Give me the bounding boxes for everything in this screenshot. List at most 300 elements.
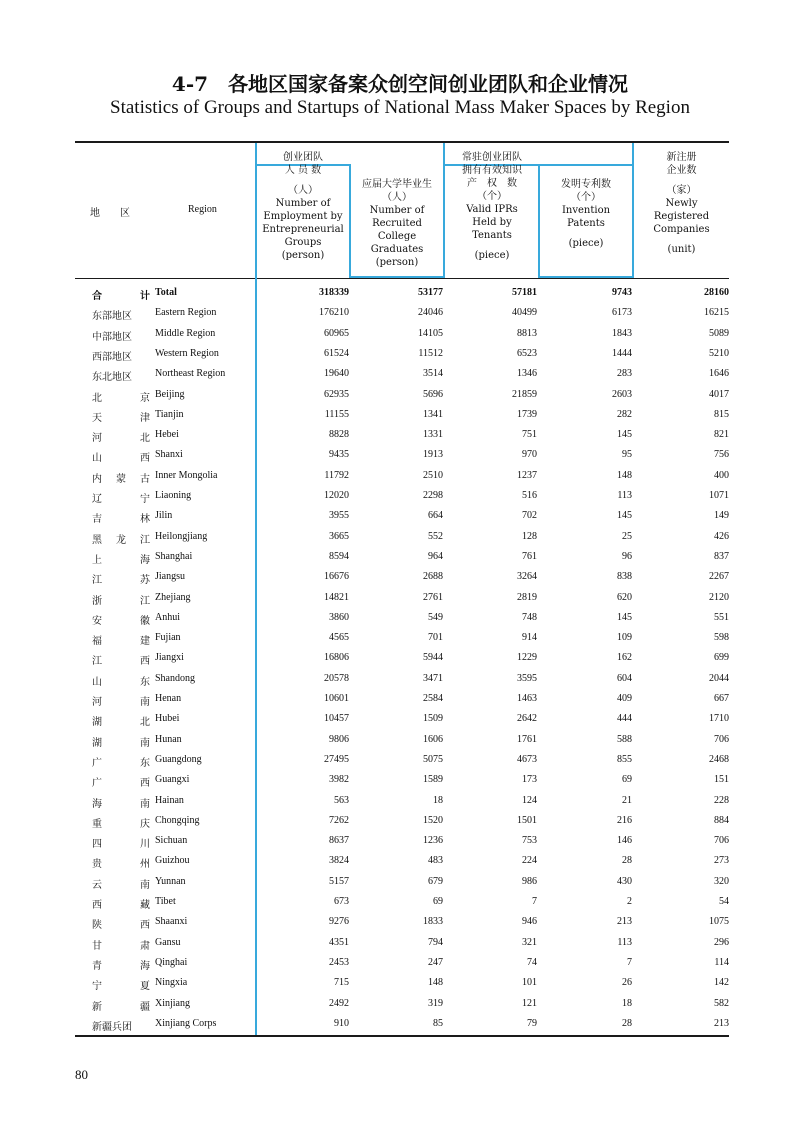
value-cell: 101 <box>522 977 537 989</box>
table-row <box>75 551 729 571</box>
value-cell: 213 <box>617 916 632 928</box>
value-cell: 5944 <box>423 652 443 664</box>
region-name-english: Jiangxi <box>155 652 184 664</box>
value-cell: 9743 <box>612 287 632 298</box>
region-name-english: Shanxi <box>155 449 183 461</box>
value-cell: 751 <box>522 429 537 441</box>
value-cell: 18 <box>433 794 443 806</box>
table-row <box>75 835 729 855</box>
value-cell: 11512 <box>418 347 443 359</box>
value-cell: 4565 <box>329 632 349 644</box>
header-line: Patents <box>567 218 605 229</box>
value-cell: 706 <box>714 835 729 847</box>
value-cell: 95 <box>622 449 632 461</box>
region-name-chinese: 山 东 <box>92 676 150 688</box>
value-cell: 148 <box>428 977 443 989</box>
header-line: 应届大学毕业生 <box>362 179 432 190</box>
value-cell: 4017 <box>709 388 729 400</box>
value-cell: 2492 <box>329 997 349 1009</box>
table-row <box>75 429 729 449</box>
region-name-chinese: 贵 州 <box>92 859 150 871</box>
region-name-chinese: 合 计 <box>92 291 150 302</box>
value-cell: 701 <box>428 632 443 644</box>
region-name-chinese: 内蒙古 <box>92 473 150 485</box>
value-cell: 2 <box>627 896 632 907</box>
region-name-english: Middle Region <box>155 327 216 339</box>
value-cell: 1761 <box>517 733 537 745</box>
value-cell: 1463 <box>517 693 537 704</box>
value-cell: 986 <box>522 875 537 887</box>
region-name-chinese: 宁 夏 <box>92 981 150 993</box>
value-cell: 142 <box>714 977 729 989</box>
region-name-english: Gansu <box>155 936 181 948</box>
table-row <box>75 774 729 794</box>
value-cell: 60965 <box>324 327 349 339</box>
table-row <box>75 916 729 936</box>
column-divider <box>538 276 634 278</box>
value-cell: 1739 <box>517 408 537 420</box>
value-cell: 3665 <box>329 530 349 542</box>
region-name-chinese: 天 津 <box>92 412 150 424</box>
page-title-chinese: 4-7 各地区国家备案众创空间创业团队和企业情况 <box>171 72 629 96</box>
value-cell: 57181 <box>512 287 537 298</box>
table-row <box>75 713 729 733</box>
header-patents <box>540 178 632 250</box>
region-name-english: Guangxi <box>155 774 190 786</box>
region-name-chinese: 云 南 <box>92 879 150 891</box>
value-cell: 620 <box>617 591 632 603</box>
value-cell: 62935 <box>324 388 349 400</box>
value-cell: 16676 <box>324 571 349 583</box>
header-line: Employment by <box>263 211 343 222</box>
value-cell: 582 <box>714 997 729 1009</box>
value-cell: 2267 <box>709 571 729 583</box>
value-cell: 14821 <box>324 591 349 603</box>
header-line: 拥有有效知识 <box>462 165 522 176</box>
region-name-english: Jiangsu <box>155 571 185 583</box>
value-cell: 151 <box>714 774 729 786</box>
region-name-english: Inner Mongolia <box>155 469 218 481</box>
region-name-english: Total <box>155 287 177 298</box>
table-row <box>75 977 729 997</box>
value-cell: 5210 <box>709 347 729 359</box>
header-bottom-rule <box>75 278 729 279</box>
value-cell: 1520 <box>423 814 443 826</box>
value-cell: 11792 <box>324 469 349 481</box>
header-line: （个） <box>477 191 507 202</box>
value-cell: 3595 <box>517 672 537 684</box>
value-cell: 124 <box>522 794 537 806</box>
region-name-chinese: 安 徽 <box>92 615 150 627</box>
value-cell: 224 <box>522 855 537 867</box>
value-cell: 1589 <box>423 774 443 786</box>
header-line: Tenants <box>472 230 512 241</box>
value-cell: 3860 <box>329 611 349 623</box>
value-cell: 1913 <box>423 449 443 461</box>
value-cell: 3824 <box>329 855 349 867</box>
value-cell: 1229 <box>517 652 537 664</box>
value-cell: 27495 <box>324 753 349 765</box>
value-cell: 40499 <box>512 307 537 319</box>
value-cell: 964 <box>428 550 443 562</box>
value-cell: 748 <box>522 611 537 623</box>
value-cell: 1075 <box>709 916 729 928</box>
value-cell: 283 <box>617 368 632 380</box>
value-cell: 409 <box>617 693 632 704</box>
value-cell: 702 <box>522 510 537 522</box>
header-line: (piece) <box>474 250 510 261</box>
header-line: Held by <box>472 217 512 228</box>
header-region-chinese: 地 区 <box>90 208 130 219</box>
value-cell: 604 <box>617 672 632 684</box>
table-row <box>75 449 729 469</box>
header-line: 创业团队 <box>283 152 323 163</box>
region-name-english: Shanghai <box>155 550 193 562</box>
value-cell: 321 <box>522 936 537 948</box>
table-row <box>75 673 729 693</box>
table-row <box>75 998 729 1018</box>
region-name-english: Northeast Region <box>155 368 226 380</box>
region-name-chinese: 海 南 <box>92 798 150 810</box>
header-line: (piece) <box>568 238 604 249</box>
value-cell: 970 <box>522 449 537 461</box>
region-name-english: Xinjiang <box>155 997 190 1009</box>
value-cell: 4673 <box>517 753 537 765</box>
value-cell: 8813 <box>517 327 537 339</box>
region-name-chinese: 河 北 <box>92 433 150 445</box>
value-cell: 430 <box>617 875 632 887</box>
value-cell: 74 <box>527 956 537 968</box>
value-cell: 426 <box>714 530 729 542</box>
region-name-chinese: 中部地区 <box>92 331 132 343</box>
value-cell: 7 <box>627 956 632 968</box>
value-cell: 5696 <box>423 388 443 400</box>
value-cell: 673 <box>334 896 349 907</box>
region-name-english: Tibet <box>155 896 176 907</box>
region-name-chinese: 广 东 <box>92 757 150 769</box>
value-cell: 14105 <box>418 327 443 339</box>
header-companies <box>634 151 729 256</box>
value-cell: 85 <box>433 1017 443 1029</box>
region-name-english: Shaanxi <box>155 916 188 928</box>
header-line: Recruited <box>372 218 422 229</box>
value-cell: 794 <box>428 936 443 948</box>
value-cell: 320 <box>714 875 729 887</box>
region-name-english: Chongqing <box>155 814 200 826</box>
value-cell: 1236 <box>423 835 443 847</box>
table-row <box>75 632 729 652</box>
region-name-chinese: 北 京 <box>92 392 150 404</box>
header-line: Valid IPRs <box>466 204 518 215</box>
value-cell: 5075 <box>423 753 443 765</box>
value-cell: 28 <box>622 855 632 867</box>
table-row <box>75 795 729 815</box>
value-cell: 24046 <box>418 307 443 319</box>
header-line: (unit) <box>667 244 696 255</box>
region-name-chinese: 江 西 <box>92 656 150 668</box>
value-cell: 444 <box>617 713 632 725</box>
value-cell: 173 <box>522 774 537 786</box>
region-name-english: Guizhou <box>155 855 190 867</box>
table-row <box>75 1018 729 1038</box>
region-name-english: Zhejiang <box>155 591 191 603</box>
value-cell: 1833 <box>423 916 443 928</box>
header-line: （个） <box>571 192 601 203</box>
header-line <box>540 230 632 237</box>
value-cell: 79 <box>527 1017 537 1029</box>
value-cell: 516 <box>522 490 537 501</box>
value-cell: 679 <box>428 875 443 887</box>
value-cell: 8594 <box>329 550 349 562</box>
value-cell: 10457 <box>324 713 349 725</box>
region-name-chinese: 四 川 <box>92 839 150 851</box>
value-cell: 109 <box>617 632 632 644</box>
value-cell: 1710 <box>709 713 729 725</box>
page-title-english: Statistics of Groups and Startups of National Mass Maker Spaces by Region <box>110 97 690 118</box>
value-cell: 483 <box>428 855 443 867</box>
region-name-english: Qinghai <box>155 956 188 968</box>
value-cell: 598 <box>714 632 729 644</box>
value-cell: 400 <box>714 469 729 481</box>
header-line: 常驻创业团队 <box>462 152 522 163</box>
value-cell: 319 <box>428 997 443 1009</box>
value-cell: 2642 <box>517 713 537 725</box>
value-cell: 16806 <box>324 652 349 664</box>
value-cell: 551 <box>714 611 729 623</box>
region-name-english: Xinjiang Corps <box>155 1017 217 1029</box>
value-cell: 228 <box>714 794 729 806</box>
value-cell: 1509 <box>423 713 443 725</box>
value-cell: 11155 <box>324 408 349 420</box>
region-name-english: Sichuan <box>155 835 188 847</box>
region-name-chinese: 重 庆 <box>92 818 150 830</box>
region-name-english: Yunnan <box>155 875 186 887</box>
region-name-chinese: 陕 西 <box>92 920 150 932</box>
table-row <box>75 531 729 551</box>
region-name-chinese: 东北地区 <box>92 372 132 384</box>
value-cell: 128 <box>522 530 537 542</box>
value-cell: 1444 <box>612 347 632 359</box>
region-name-english: Eastern Region <box>155 307 217 319</box>
value-cell: 838 <box>617 571 632 583</box>
header-line <box>445 242 539 249</box>
region-name-chinese: 甘 肃 <box>92 940 150 952</box>
value-cell: 25 <box>622 530 632 542</box>
header-line: Newly <box>665 198 698 209</box>
header-line: Companies <box>653 224 710 235</box>
value-cell: 761 <box>522 550 537 562</box>
value-cell: 19640 <box>324 368 349 380</box>
table-row <box>75 368 729 388</box>
region-name-chinese: 湖 南 <box>92 737 150 749</box>
region-name-chinese: 西 藏 <box>92 900 150 911</box>
value-cell: 149 <box>714 510 729 522</box>
table-row <box>75 490 729 510</box>
region-name-chinese: 黑龙江 <box>92 534 150 546</box>
table-row <box>75 592 729 612</box>
table-row <box>75 510 729 530</box>
value-cell: 18 <box>622 997 632 1009</box>
header-line: Invention <box>561 205 611 216</box>
value-cell: 21 <box>622 794 632 806</box>
region-name-chinese: 新疆兵团 <box>92 1021 132 1033</box>
region-name-chinese: 新 疆 <box>92 1001 150 1013</box>
column-divider <box>349 276 445 278</box>
value-cell: 213 <box>714 1017 729 1029</box>
value-cell: 53177 <box>418 287 443 298</box>
value-cell: 176210 <box>319 307 349 319</box>
value-cell: 20578 <box>324 672 349 684</box>
value-cell: 699 <box>714 652 729 664</box>
value-cell: 1501 <box>517 814 537 826</box>
value-cell: 145 <box>617 429 632 441</box>
value-cell: 3514 <box>423 368 443 380</box>
value-cell: 121 <box>522 997 537 1009</box>
value-cell: 145 <box>617 611 632 623</box>
header-ipr-group <box>445 151 539 190</box>
table-row <box>75 734 729 754</box>
region-name-english: Beijing <box>155 388 185 400</box>
value-cell: 3264 <box>517 571 537 583</box>
value-cell: 7262 <box>329 814 349 826</box>
table-row <box>75 937 729 957</box>
header-ipr <box>445 190 539 262</box>
value-cell: 4351 <box>329 936 349 948</box>
value-cell: 3471 <box>423 672 443 684</box>
region-name-chinese: 湖 北 <box>92 717 150 729</box>
value-cell: 3982 <box>329 774 349 786</box>
value-cell: 21859 <box>512 388 537 400</box>
region-name-english: Guangdong <box>155 753 202 765</box>
region-name-english: Henan <box>155 693 182 704</box>
region-name-chinese: 西部地区 <box>92 351 132 363</box>
value-cell: 5157 <box>329 875 349 887</box>
value-cell: 8828 <box>329 429 349 441</box>
value-cell: 69 <box>433 896 443 907</box>
header-line: Entrepreneurial <box>262 224 344 235</box>
table-row <box>75 815 729 835</box>
header-line: 企业数 <box>666 165 697 176</box>
header-line: 新注册 <box>666 152 697 163</box>
value-cell: 2819 <box>517 591 537 603</box>
table-row <box>75 876 729 896</box>
value-cell: 855 <box>617 753 632 765</box>
value-cell: 910 <box>334 1017 349 1029</box>
header-line: （人） <box>288 185 318 196</box>
region-name-english: Hebei <box>155 429 179 441</box>
value-cell: 2510 <box>423 469 443 481</box>
region-name-english: Hunan <box>155 733 182 745</box>
region-name-english: Fujian <box>155 632 181 644</box>
value-cell: 9276 <box>329 916 349 928</box>
table-row <box>75 389 729 409</box>
header-graduates <box>351 178 443 269</box>
value-cell: 113 <box>617 490 632 501</box>
table-row <box>75 612 729 632</box>
region-name-english: Jilin <box>155 510 173 522</box>
value-cell: 715 <box>334 977 349 989</box>
table-row <box>75 693 729 713</box>
table-row <box>75 652 729 672</box>
value-cell: 2044 <box>709 672 729 684</box>
table-row <box>75 348 729 368</box>
region-name-chinese: 江 苏 <box>92 575 150 587</box>
value-cell: 9806 <box>329 733 349 745</box>
table-row <box>75 571 729 591</box>
region-name-english: Anhui <box>155 611 180 623</box>
value-cell: 69 <box>622 774 632 786</box>
value-cell: 54 <box>719 896 729 907</box>
value-cell: 247 <box>428 956 443 968</box>
value-cell: 61524 <box>324 347 349 359</box>
table-row <box>75 409 729 429</box>
region-name-chinese: 广 西 <box>92 778 150 790</box>
region-name-english: Hubei <box>155 713 180 725</box>
value-cell: 216 <box>617 814 632 826</box>
header-line <box>257 177 349 184</box>
value-cell: 2468 <box>709 753 729 765</box>
value-cell: 296 <box>714 936 729 948</box>
table-row <box>75 307 729 327</box>
table-row <box>75 754 729 774</box>
value-cell: 821 <box>714 429 729 441</box>
region-name-english: Shandong <box>155 672 195 684</box>
value-cell: 28160 <box>704 287 729 298</box>
region-name-english: Ningxia <box>155 977 188 989</box>
value-cell: 1606 <box>423 733 443 745</box>
region-name-english: Liaoning <box>155 490 192 501</box>
value-cell: 1646 <box>709 368 729 380</box>
value-cell: 2453 <box>329 956 349 968</box>
value-cell: 552 <box>428 530 443 542</box>
header-line <box>634 177 729 184</box>
value-cell: 6173 <box>612 307 632 319</box>
value-cell: 282 <box>617 408 632 420</box>
header-line <box>634 236 729 243</box>
header-line: College Graduates <box>370 231 424 255</box>
value-cell: 1341 <box>423 408 443 420</box>
value-cell: 2603 <box>612 388 632 400</box>
table-row <box>75 470 729 490</box>
value-cell: 884 <box>714 814 729 826</box>
value-cell: 706 <box>714 733 729 745</box>
value-cell: 114 <box>714 956 729 968</box>
value-cell: 1843 <box>612 327 632 339</box>
table-row <box>75 957 729 977</box>
value-cell: 26 <box>622 977 632 989</box>
value-cell: 815 <box>714 408 729 420</box>
header-line: Number of <box>275 198 331 209</box>
value-cell: 1346 <box>517 368 537 380</box>
region-name-english: Hainan <box>155 794 184 806</box>
value-cell: 145 <box>617 510 632 522</box>
value-cell: 12020 <box>324 490 349 501</box>
value-cell: 837 <box>714 550 729 562</box>
table-row <box>75 328 729 348</box>
value-cell: 1331 <box>423 429 443 441</box>
value-cell: 914 <box>522 632 537 644</box>
value-cell: 96 <box>622 550 632 562</box>
region-name-chinese: 山 西 <box>92 453 150 465</box>
region-name-chinese: 浙 江 <box>92 595 150 607</box>
value-cell: 318339 <box>319 287 349 298</box>
region-name-chinese: 河 南 <box>92 697 150 708</box>
region-name-english: Heilongjiang <box>155 530 208 542</box>
region-name-chinese: 吉 林 <box>92 514 150 526</box>
value-cell: 1237 <box>517 469 537 481</box>
table-row <box>75 855 729 875</box>
value-cell: 2688 <box>423 571 443 583</box>
